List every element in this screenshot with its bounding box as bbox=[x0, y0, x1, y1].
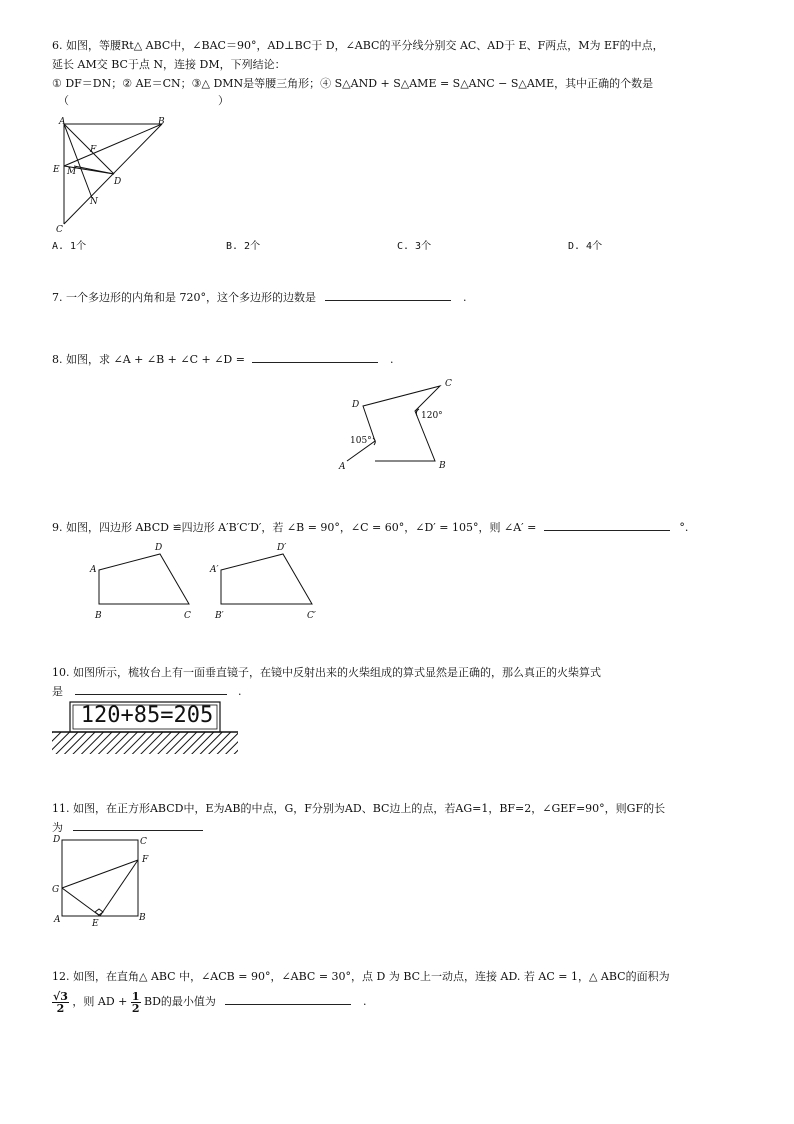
q7-end: . bbox=[462, 291, 467, 304]
q8-stem bbox=[52, 352, 393, 367]
q12-end: . bbox=[362, 995, 367, 1008]
q11-label-g: G bbox=[52, 885, 60, 895]
q9-label-d: D bbox=[155, 543, 163, 553]
q9-figure-abcd bbox=[85, 540, 200, 622]
q11-label-d: D bbox=[53, 835, 61, 845]
q10-stem-line2 bbox=[52, 684, 242, 699]
q12-answer-blank[interactable] bbox=[225, 994, 351, 1005]
q6-answer-open: （ bbox=[58, 94, 69, 107]
q12-tail: BD的最小值为 bbox=[144, 995, 216, 1008]
q11-figure bbox=[50, 832, 155, 930]
q9-end: °. bbox=[679, 521, 689, 534]
q11-label-f: F bbox=[142, 855, 149, 865]
q6-label-e: E bbox=[53, 165, 60, 175]
q9-label-c-prime: C′ bbox=[307, 611, 316, 621]
q8-label-d: D bbox=[352, 400, 360, 410]
q11-label-b: B bbox=[139, 913, 146, 923]
q6-label-n: N bbox=[90, 197, 98, 207]
q10-answer-blank[interactable] bbox=[75, 684, 227, 695]
q8-label-a: A bbox=[339, 462, 346, 472]
q12-frac2-num: 1 bbox=[131, 989, 140, 1003]
q12-fraction-half bbox=[131, 991, 141, 1014]
q6-option-a[interactable]: A. 1个 bbox=[52, 241, 87, 252]
q6-figure bbox=[50, 118, 180, 236]
q6-option-c[interactable]: C. 3个 bbox=[397, 241, 432, 252]
q10-text: 是 bbox=[52, 685, 63, 698]
q10-mirror-equation: 120+85=205 bbox=[80, 703, 214, 728]
q7-stem bbox=[52, 290, 466, 305]
q6-label-a: A bbox=[59, 117, 66, 127]
q6-label-c: C bbox=[56, 225, 63, 235]
q8-label-c: C bbox=[445, 379, 452, 389]
q12-frac2-den: 2 bbox=[131, 1001, 140, 1015]
q7-text: 7. 一个多边形的内角和是 720°，这个多边形的边数是 bbox=[52, 291, 316, 304]
q6-stem-line2: 延长 AM交 BC于点 N，连接 DM，下列结论： bbox=[52, 58, 286, 71]
q11-label-e: E bbox=[92, 919, 99, 929]
q11-label-c: C bbox=[140, 837, 147, 847]
q8-end: . bbox=[389, 353, 394, 366]
q9-answer-blank[interactable] bbox=[544, 520, 670, 531]
q8-text: 8. 如图，求 ∠A + ∠B + ∠C + ∠D = bbox=[52, 353, 245, 366]
q6-label-b: B bbox=[158, 117, 165, 127]
q7-answer-blank[interactable] bbox=[325, 290, 451, 301]
q8-figure bbox=[335, 376, 460, 471]
q11-text: 为 bbox=[52, 821, 63, 834]
q9-figure-abcd-prime bbox=[205, 540, 325, 622]
q6-stem-line1: 6. 如图，等腰Rt△ ABC中，∠BAC＝90°，AD⊥BC于 D，∠ABC的平分线分别交 AC、AD于 E、F两点，M为 EF的中点， bbox=[52, 39, 664, 52]
q11-answer-blank[interactable] bbox=[73, 820, 203, 831]
q9-label-b-prime: B′ bbox=[215, 611, 224, 621]
q9-label-a-prime: A′ bbox=[210, 565, 219, 575]
q8-label-b: B bbox=[439, 461, 446, 471]
q9-label-d-prime: D′ bbox=[277, 543, 287, 553]
q6-option-b[interactable]: B. 2个 bbox=[226, 241, 261, 252]
q6-label-f: F bbox=[90, 145, 97, 155]
q12-fraction-area bbox=[52, 991, 69, 1014]
q12-frac1-num: √3 bbox=[53, 989, 68, 1003]
q9-label-b: B bbox=[95, 611, 102, 621]
q12-stem-line2 bbox=[52, 987, 366, 1017]
q12-stem-line1: 12. 如图，在直角△ ABC 中，∠ACB = 90°，∠ABC = 30°，点 D 为 BC上一动点，连接 AD. 若 AC = 1，△ ABC的面积为 bbox=[52, 970, 670, 983]
q9-label-a: A bbox=[90, 565, 97, 575]
q11-stem-line1: 11. 如图，在正方形ABCD中，E为AB的中点，G，F分别为AD、BC边上的点，若AG=1，BF=2，∠GEF=90°，则GF的长 bbox=[52, 802, 666, 815]
q6-label-d: D bbox=[114, 177, 122, 187]
q10-stem-line1: 10. 如图所示，梳妆台上有一面垂直镜子，在镜中反射出来的火柴组成的算式显然是正确的，那么真正的火柴算式 bbox=[52, 666, 601, 679]
q6-label-m: M bbox=[67, 167, 77, 177]
q9-stem bbox=[52, 520, 688, 535]
q8-angle-a: 105° bbox=[350, 436, 372, 446]
q8-angle-c: 120° bbox=[421, 411, 443, 421]
q9-label-c: C bbox=[184, 611, 191, 621]
q12-frac1-den: 2 bbox=[56, 1001, 65, 1015]
q6-answer-close: ） bbox=[218, 94, 229, 107]
q9-text: 9. 如图，四边形 ABCD ≌四边形 A′B′C′D′，若 ∠B = 90°，∠C = 60°，∠D′ = 105°，则 ∠A′ = bbox=[52, 521, 537, 534]
q12-mid: ，则 AD + bbox=[72, 995, 128, 1008]
q6-conclusions: ① DF＝DN；② AE＝CN；③△ DMN是等腰三角形；④ S△AND + S△AME = S△ANC − S△AME，其中正确的个数是 bbox=[52, 77, 654, 90]
q10-end: . bbox=[238, 685, 242, 698]
q6-option-d[interactable]: D. 4个 bbox=[568, 241, 603, 252]
q11-label-a: A bbox=[54, 915, 61, 925]
q8-answer-blank[interactable] bbox=[252, 352, 378, 363]
